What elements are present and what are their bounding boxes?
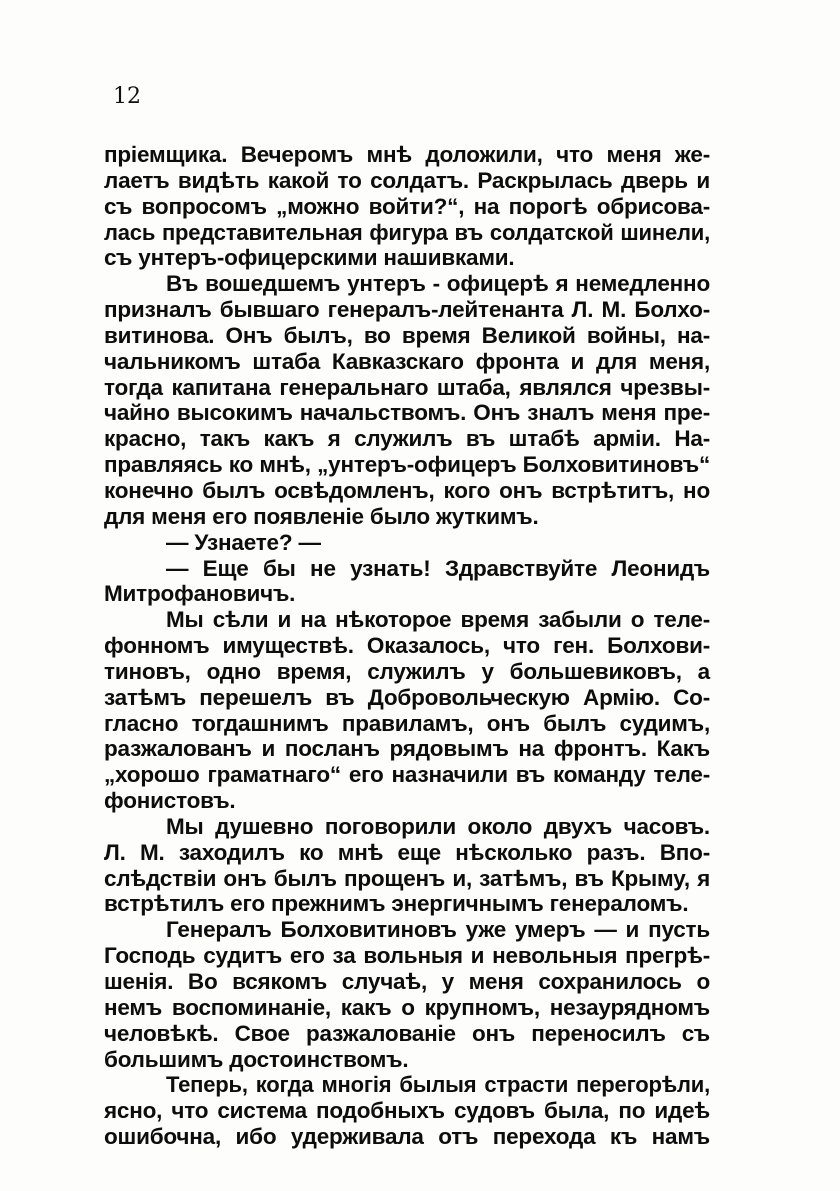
text-line: большимъ достоинствомъ.	[104, 1046, 409, 1072]
text-line: чальникомъ штаба Кавказскаго фронта и для меня,	[104, 348, 710, 374]
text-line: шенія. Во всякомъ случаѣ, у меня сохранилось о	[104, 969, 710, 994]
text-line: съ унтеръ-офицерскими нашивками.	[104, 245, 515, 271]
text-line: Генералъ Болховитиновъ уже умеръ — и пусть	[166, 917, 710, 943]
text-line: человѣкѣ. Свое разжалованіе онъ переносилъ съ	[104, 1020, 710, 1046]
text-line: лась представительная фигура въ солдатской шинели,	[104, 219, 710, 245]
text-line: Л. М. заходилъ ко мнѣ еще нѣсколько разъ. Впо-	[104, 839, 710, 865]
text-line: тиновъ, одно время, служилъ у большевиковъ, а	[104, 658, 710, 684]
text-line: ясно, что система подобныхъ судовъ была, по идеѣ	[104, 1098, 710, 1124]
text-line: немъ воспоминаніе, какъ о крупномъ, незаурядномъ	[104, 994, 710, 1020]
text-line: правляясь ко мнѣ, „унтеръ-офицеръ Болховитиновъ“	[104, 452, 710, 478]
text-line: — Еще бы не узнать! Здравствуйте Леонидъ	[166, 555, 710, 581]
text-line: лаетъ видѣть какой то солдатъ. Раскрылась дверь и	[104, 167, 710, 193]
text-line: фонистовъ.	[104, 788, 236, 814]
text-line: фонномъ имуществѣ. Оказалось, что ген. Болхови-	[104, 633, 710, 659]
text-line: ошибочна, ибо удерживала отъ перехода къ намъ	[104, 1124, 710, 1150]
text-line: разжалованъ и посланъ рядовымъ на фронтъ. Какъ	[104, 736, 710, 762]
text-line: тогда капитана генеральнаго штаба, являлся чрезвы-	[104, 374, 710, 400]
text-line: встрѣтилъ его прежнимъ энергичнымъ генераломъ.	[104, 891, 689, 917]
text-line: Теперь, когда многія былыя страсти перегорѣли,	[166, 1072, 710, 1098]
text-line: — Узнаете? —	[166, 529, 321, 555]
text-line: слѣдствіи онъ былъ прощенъ и, затѣмъ, въ Крыму, я	[104, 865, 710, 891]
text-line: Господь судитъ его за вольныя и невольныя прегрѣ-	[104, 943, 710, 969]
body-text	[104, 142, 710, 1150]
text-line: „хорошо граматнаго“ его назначили въ команду теле-	[104, 762, 710, 788]
text-line: Мы сѣли и на нѣкоторое время забыли о теле-	[166, 607, 710, 633]
text-line: гласно тогдашнимъ правиламъ, онъ былъ судимъ,	[104, 710, 710, 736]
text-line: красно, такъ какъ я служилъ въ штабѣ арміи. На-	[104, 426, 710, 452]
text-line: Митрофановичъ.	[104, 581, 296, 607]
text-line: Мы душевно поговорили около двухъ часовъ.	[166, 813, 710, 839]
text-line: витинова. Онъ былъ, во время Великой войны, на-	[104, 322, 710, 348]
text-line: пріемщика. Вечеромъ мнѣ доложили, что меня же-	[104, 142, 710, 167]
text-line: чайно высокимъ начальствомъ. Онъ зналъ меня пре-	[104, 400, 710, 426]
text-line: затѣмъ перешелъ въ Добровольческую Армію. Со-	[104, 684, 710, 710]
text-line: Въ вошедшемъ унтеръ - офицерѣ я немедленно	[166, 271, 710, 297]
text-line: призналъ бывшаго генералъ-лейтенанта Л. М. Болхо-	[104, 297, 710, 323]
text-line: конечно былъ освѣдомленъ, кого онъ встрѣтитъ, но	[104, 477, 710, 503]
page-number: 12	[113, 84, 141, 109]
text-line: для меня его появленіе было жуткимъ.	[104, 503, 539, 529]
text-line: съ вопросомъ „можно войти?“, на порогѣ обрисова-	[104, 193, 710, 219]
